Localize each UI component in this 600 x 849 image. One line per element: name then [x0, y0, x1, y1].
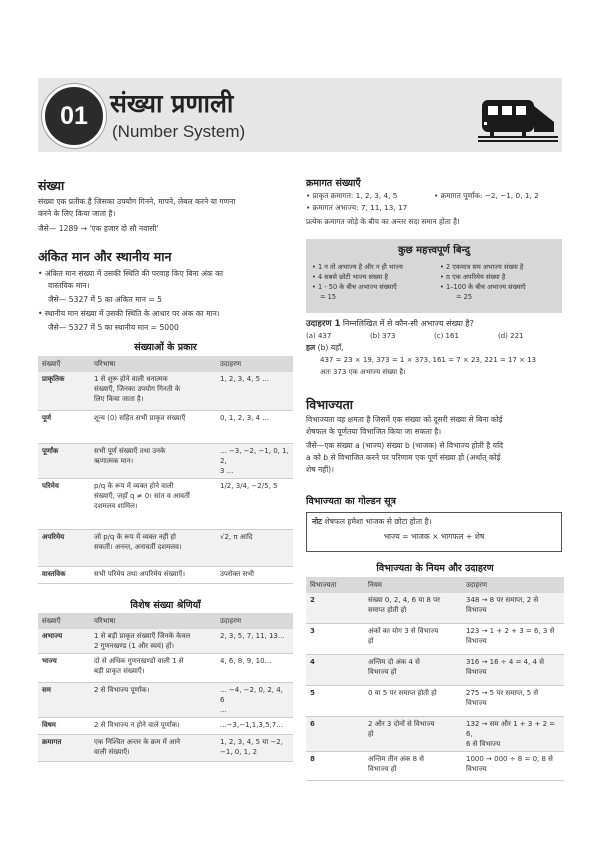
cell-line: विभाज्य	[466, 637, 487, 645]
cell-line: हो	[368, 637, 374, 645]
cell-line: अन्तिम तीन अंक 8 से	[368, 755, 424, 763]
cell-line: समाप्त होती हो	[368, 606, 407, 614]
column-header: संख्याएँ	[38, 356, 90, 372]
text-line: a को b से विभाजित करने पर परिणाम एक पूर्ण संख्या हो (अर्थात् कोई	[306, 453, 501, 462]
table-row	[38, 718, 293, 735]
cell-line: 1 से बड़ी प्राकृत संख्याएँ जिनके केवल	[94, 632, 191, 640]
column-header: उदाहरण	[462, 577, 564, 593]
solution-label: हल	[306, 343, 316, 352]
cell-name: पूर्णांक	[38, 444, 90, 479]
cell-example	[462, 752, 564, 781]
special-numbers-table	[38, 613, 293, 762]
cell-name: प्राकृतिक	[38, 372, 90, 411]
cell-name: 3	[306, 624, 364, 655]
sankhya-definition	[38, 196, 293, 235]
cell-line: संख्याएँ, जहाँ q ≠ 0। सांत व आवर्ती	[94, 492, 190, 500]
section-heading-sankhya: संख्या	[38, 178, 65, 193]
point-item: • π एक अपरिमेय संख्या है	[440, 272, 505, 282]
cell-name: अपरिमेय	[38, 530, 90, 567]
cell-line: 2 और 3 दोनों से विभाज्य	[368, 720, 435, 728]
cell-example	[216, 629, 293, 654]
cell-name: 8	[306, 752, 364, 781]
golden-formula: भाज्य = भाजक × भागफल + शेष	[383, 532, 485, 541]
point-item: • 1–100 के बीच अभाज्य संख्याएँ	[440, 282, 526, 292]
table-row	[38, 629, 293, 654]
vibhajyata-definition	[306, 414, 564, 476]
cell-definition	[364, 655, 462, 686]
cell-line: 0 या 5 पर समाप्त होती हो	[368, 689, 437, 697]
table-row	[306, 717, 564, 752]
cell-line: विभाज्य हों	[368, 765, 397, 773]
example-line: जैसे— 1289 → 'एक हजार दो सौ नवासी'	[38, 224, 159, 233]
solution-text: (b) यहाँ,	[317, 343, 344, 352]
point-item: • 4 सबसे छोटी भाज्य संख्या है	[312, 272, 440, 282]
cell-example	[216, 654, 293, 683]
table-row	[38, 479, 293, 530]
train-icon	[478, 92, 558, 144]
option-a: (a) 437	[306, 332, 332, 340]
cell-line: ... −3, −2, −1, 0, 1, 2,	[220, 447, 289, 465]
cell-line: 2 गुणनखण्ड (1 और स्वयं) हों।	[94, 642, 175, 650]
cell-definition	[364, 593, 462, 624]
note-text: शेषफल हमेशा भाजक से छोटा होता है।	[324, 517, 432, 526]
chapter-subtitle: (Number System)	[112, 122, 246, 141]
bullet-item: • प्राकृत क्रमागत: 1, 2, 3, 4, 5	[306, 190, 434, 202]
cell-line: ...−3,−1,1,3,5,7...	[220, 721, 283, 729]
text-line: शेषफल के पूर्णतया विभाजित किया जा सकता है।	[306, 427, 442, 436]
chapter-title: संख्या प्रणाली	[110, 89, 234, 118]
cell-definition	[90, 567, 216, 584]
cell-example	[216, 567, 293, 584]
cell-line: वाली संख्याएँ।	[94, 748, 130, 756]
cell-line: एक निश्चित अन्तर के क्रम में आने	[94, 738, 181, 746]
cell-line: 1, 2, 3, 4, 5 या −2,	[220, 738, 283, 746]
option-b: (b) 373	[370, 332, 396, 340]
types-table-caption: संख्याओं के प्रकार	[134, 342, 197, 353]
rules-table-caption: विभाज्यता के नियम और उदाहरण	[376, 563, 494, 574]
cell-line: संख्या 0, 2, 4, 6 या 8 पर	[368, 596, 440, 604]
cell-line: 1000 → 000 ÷ 8 = 0, 8 से	[466, 755, 553, 763]
cell-line: अन्तिम दो अंक 4 से	[368, 658, 420, 666]
cell-line: विभाज्य	[466, 606, 487, 614]
important-points-heading: कुछ महत्त्वपूर्ण बिन्दु	[398, 245, 470, 256]
cell-definition	[364, 686, 462, 717]
cell-line: सभी परिमेय तथा अपरिमेय संख्याएँ।	[94, 570, 186, 578]
cell-line: −1, 0, 1, 2	[220, 748, 258, 756]
cell-line: p/q के रूप में व्यक्त होने वाली	[94, 482, 174, 490]
table-row	[38, 372, 293, 411]
table-row	[306, 655, 564, 686]
text-line: विभाज्यता वह क्षमता है जिसमें एक संख्या को दूसरी संख्या से बिना कोई	[306, 415, 503, 424]
example-line: जैसे— 5327 में 5 का अंकित मान = 5	[48, 295, 163, 304]
table-row	[306, 686, 564, 717]
cell-line: 4, 6, 8, 9, 10...	[220, 657, 272, 665]
cell-definition	[90, 654, 216, 683]
table-row	[38, 683, 293, 718]
cell-example	[462, 624, 564, 655]
bullet-item: • क्रमागत अभाज्य: 7, 11, 13, 17	[306, 202, 564, 214]
cell-line: 1 से शुरू होने वाली धनात्मक	[94, 375, 168, 383]
text-line: जैसे—एक संख्या a (भाज्य) संख्या b (भाजक) से विभाज्य होती है यदि	[306, 441, 504, 450]
golden-formula-box	[306, 512, 562, 552]
point-item: = 15	[320, 293, 337, 301]
divisibility-rules-table	[306, 577, 564, 781]
bullet-sthaniya-mana: • स्थानीय मान संख्या में उसकी स्थिति के आधार पर अंक का मान।	[38, 308, 293, 320]
cell-example	[216, 683, 293, 718]
table-row	[38, 735, 293, 762]
option-d: (d) 221	[498, 332, 524, 340]
cell-example	[462, 593, 564, 624]
cell-definition	[90, 718, 216, 735]
cell-line: ऋणात्मक मान।	[94, 457, 134, 465]
text-line: वास्तविक मान।	[48, 281, 90, 290]
column-header: परिभाषा	[90, 356, 216, 372]
cell-line: 123 → 1 + 2 + 3 = 6, 3 से	[466, 627, 555, 635]
table-row	[306, 624, 564, 655]
example-line: जैसे— 5327 में 5 का स्थानीय मान = 5000	[48, 323, 179, 332]
cell-line: सभी पूर्ण संख्याएँ तथा उनके	[94, 447, 166, 455]
column-header: विभाज्यता	[306, 577, 364, 593]
text-line: संख्या एक प्रतीक है जिसका उपयोग गिनने, मापने, लेबल करने या गणना	[38, 197, 236, 206]
special-table-caption: विशेष संख्या श्रेणियाँ	[130, 600, 201, 611]
cell-line: विभाज्य	[466, 765, 487, 773]
cell-line: 1, 2, 3, 4, 5 ...	[220, 375, 269, 383]
cell-definition	[90, 735, 216, 762]
important-points-list	[312, 262, 560, 302]
cell-name: क्रमागत	[38, 735, 90, 762]
cell-line: जो p/q के रूप में व्यक्त नहीं हो	[94, 533, 176, 541]
cell-line: 316 → 16 ÷ 4 = 4, 4 से विभाज्य	[466, 658, 544, 676]
cell-example	[216, 411, 293, 444]
cell-line: दशमलव शामिल।	[94, 502, 138, 510]
table-row	[38, 567, 293, 584]
number-types-table	[38, 356, 293, 584]
kramagat-note: प्रत्येक क्रमागत जोड़े के बीच का अन्तर सदा समान होता है!	[306, 217, 460, 226]
cell-definition	[90, 444, 216, 479]
column-header: परिभाषा	[90, 613, 216, 629]
cell-name: सम	[38, 683, 90, 718]
cell-line: 0, 1, 2, 3, 4 ...	[220, 414, 269, 422]
cell-definition	[90, 479, 216, 530]
cell-name: 5	[306, 686, 364, 717]
cell-example	[216, 530, 293, 567]
cell-name: अभाज्य	[38, 629, 90, 654]
cell-line: अंकों का योग 3 से विभाज्य	[368, 627, 439, 635]
cell-line: दो से अधिक गुणनखण्डों वाली 1 से	[94, 657, 184, 665]
cell-name: विषम	[38, 718, 90, 735]
cell-name: 6	[306, 717, 364, 752]
cell-line: 2, 3, 5, 7, 11, 13...	[220, 632, 285, 640]
bullet-item: • क्रमागत पूर्णांक: −2, −1, 0, 1, 2	[434, 190, 539, 202]
cell-line: बड़ी प्राकृत संख्याएँ।	[94, 667, 145, 675]
solution-text: 437 = 23 × 19, 373 = 1 × 373, 161 = 7 × 23, 221 = 17 × 13	[320, 356, 537, 364]
cell-definition	[364, 717, 462, 752]
table-row	[38, 530, 293, 567]
cell-example	[462, 686, 564, 717]
cell-example	[216, 372, 293, 411]
cell-example	[462, 655, 564, 686]
section-heading-vibhajyata: विभाज्यता	[306, 397, 353, 412]
kramagat-list	[306, 190, 564, 228]
cell-line: 6 से विभाज्य	[466, 740, 501, 748]
section-heading-golden: विभाज्यता का गोल्डन सूत्र	[306, 496, 396, 507]
cell-name: पूर्ण	[38, 411, 90, 444]
point-item: = 25	[456, 293, 473, 301]
cell-definition	[90, 372, 216, 411]
cell-line: विभाज्य हों	[368, 668, 397, 676]
cell-line: हो	[368, 730, 374, 738]
point-item: • 1 - 50 के बीच अभाज्य संख्याएँ	[312, 282, 440, 292]
table-row	[306, 593, 564, 624]
cell-name: 4	[306, 655, 364, 686]
section-heading-mana: अंकित मान और स्थानीय मान	[38, 249, 172, 264]
mana-list	[38, 268, 293, 334]
text-line: करने के लिए किया जाता है।	[38, 209, 116, 218]
cell-line: 348 → 8 पर समाप्त, 2 से	[466, 596, 539, 604]
cell-line: शून्य (0) सहित सभी प्राकृत संख्याएँ	[94, 414, 186, 422]
cell-line: सकतीं। अनन्त, अनावर्ती दशमलव।	[94, 543, 182, 551]
cell-example	[216, 735, 293, 762]
table-row	[38, 444, 293, 479]
point-item: • 2 एकमात्र सम अभाज्य संख्या है	[440, 262, 523, 272]
chapter-number-badge: 01	[42, 84, 106, 148]
section-heading-kramagat: क्रमागत संख्याएँ	[306, 178, 361, 189]
cell-definition	[90, 411, 216, 444]
cell-line: 2 से विभाज्य न होने वाले पूर्णांक।	[94, 721, 180, 729]
bullet-ankit-mana: • अंकित मान संख्या में उसकी स्थिति की परवाह किए बिना अंक का	[38, 268, 293, 280]
column-header: संख्याएँ	[38, 613, 90, 629]
column-header: नियम	[364, 577, 462, 593]
cell-line: 3 ...	[220, 467, 234, 475]
example-1	[306, 318, 564, 378]
column-header: उदाहरण	[216, 356, 293, 372]
cell-line: ... −4, −2, 0, 2, 4, 6	[220, 686, 283, 704]
example-label: उदाहरण 1	[306, 319, 341, 329]
cell-line: संख्याएँ, जिनका उपयोग गिनती के	[94, 385, 181, 393]
cell-line: 132 → सम और 1 + 3 + 2 = 6,	[466, 720, 556, 738]
cell-definition	[90, 629, 216, 654]
cell-definition	[90, 683, 216, 718]
solution-text: अतः 373 एक अभाज्य संख्या है।	[320, 368, 406, 376]
point-item: • 1 न तो अभाज्य है और न ही भाज्य	[312, 262, 440, 272]
cell-example	[216, 479, 293, 530]
column-header: उदाहरण	[216, 613, 293, 629]
cell-line: विभाज्य	[466, 699, 487, 707]
cell-example	[216, 718, 293, 735]
cell-name: वास्तविक	[38, 567, 90, 584]
cell-example	[462, 717, 564, 752]
cell-line: ...	[220, 706, 227, 714]
text-line: शेष नहीं)।	[306, 465, 335, 474]
cell-line: लिए किया जाता है।	[94, 395, 144, 403]
cell-line: 2 से विभाज्य पूर्णांक।	[94, 686, 150, 694]
table-row	[38, 411, 293, 444]
table-row	[38, 654, 293, 683]
cell-definition	[90, 530, 216, 567]
note-label: नोट	[312, 517, 323, 526]
cell-line: 1/2, 3/4, −2/5, 5	[220, 482, 278, 490]
cell-name: परिमेय	[38, 479, 90, 530]
cell-name: 2	[306, 593, 364, 624]
table-row	[306, 752, 564, 781]
cell-name: भाज्य	[38, 654, 90, 683]
example-question: निम्नलिखित में से कौन-सी अभाज्य संख्या है?	[342, 319, 474, 328]
cell-example	[216, 444, 293, 479]
cell-line: उपरोक्त सभी	[220, 570, 254, 578]
cell-line: √2, π आदि	[220, 533, 253, 541]
cell-definition	[364, 752, 462, 781]
option-c: (c) 161	[434, 332, 459, 340]
cell-definition	[364, 624, 462, 655]
cell-line: 275 → 5 पर समाप्त, 5 से	[466, 689, 539, 697]
